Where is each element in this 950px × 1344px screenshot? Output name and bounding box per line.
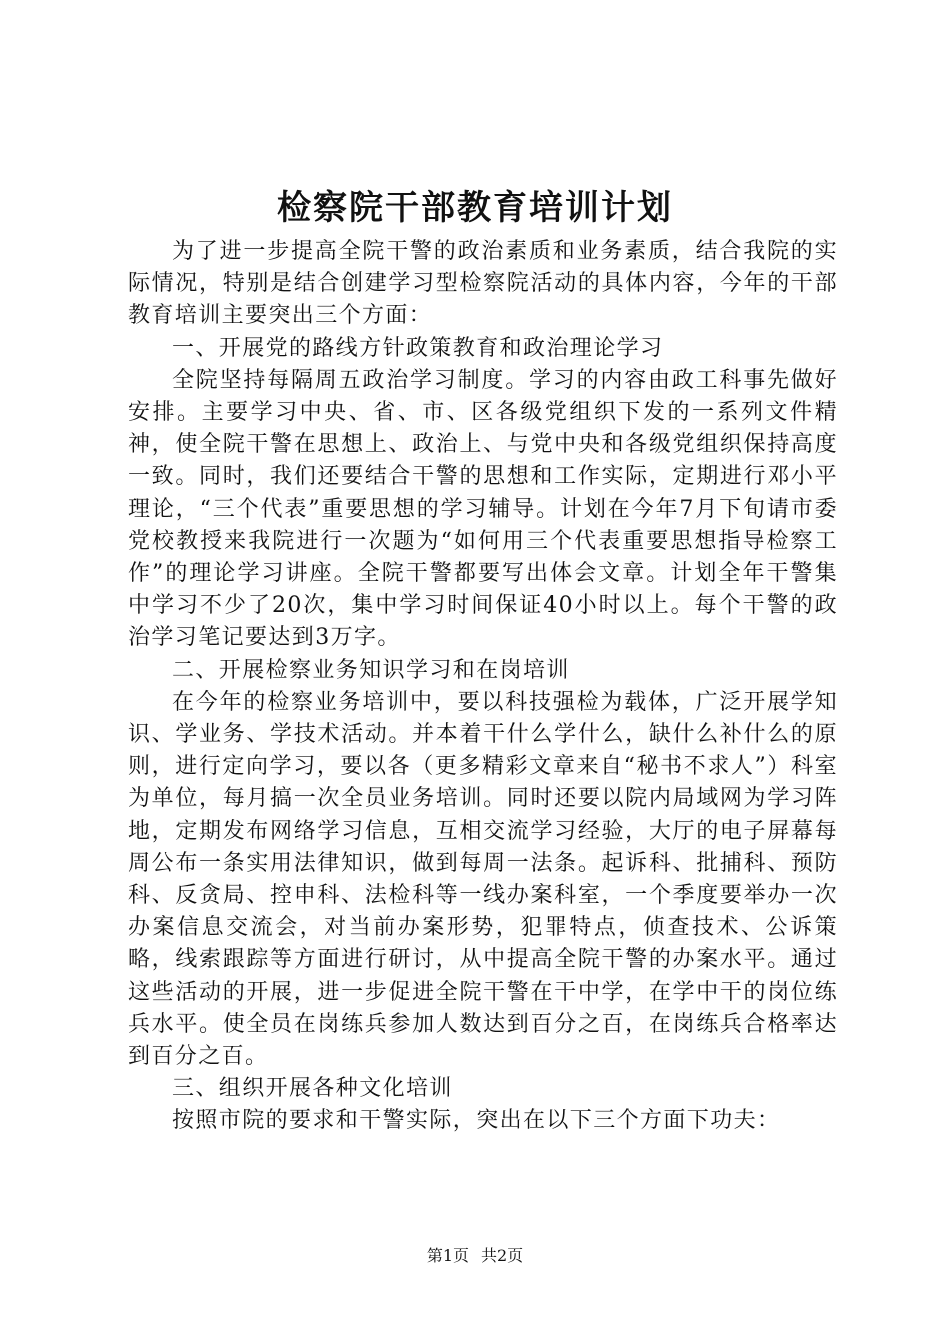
section-2-heading: 二、开展检察业务知识学习和在岗培训 — [172, 657, 570, 683]
section-3-body: 按照市院的要求和干警实际，突出在以下三个方面下功夫： — [172, 1108, 781, 1134]
section-3-heading: 三、组织开展各种文化培训 — [172, 1076, 453, 1102]
document-body — [128, 236, 838, 1138]
section-2-body: 在今年的检察业务培训中，要以科技强检为载体，广泛开展学知识、学业务、学技术活动。并本着干什么学什么，缺什么补什么的原则，进行定向学习，要以各（更多精彩文章来自“秘书不求人”）科室为单位，每月搞一次全员业务培训。同时还要以院内局域网为学习阵地，定期发布网络学习信息，互相交流学习经验，大厅的电子屏幕每周公布一条实用法律知识，做到每周一法条。起诉科、批捕科、预防科、反贪局、控申科、法检科等一线办案科室，一个季度要举办一次办案信息交流会，对当前办案形势，犯罪特点，侦查技术、公诉策略，线索跟踪等方面进行研讨，从中提高全院干警的办案水平。通过这些活动的开展，进一步促进全院干警在干中学，在学中干的岗位练兵水平。使全员在岗练兵参加人数达到百分之百，在岗练兵合格率达到百分之百。 — [128, 689, 838, 1070]
document-title: 检察院干部教育培训计划 — [277, 188, 673, 228]
section-1-heading: 一、开展党的路线方针政策教育和政治理论学习 — [172, 335, 664, 361]
page-number-total: 共2页 — [481, 1246, 524, 1265]
page-footer — [0, 1245, 950, 1267]
page-number-current: 第1页 — [426, 1246, 469, 1265]
section-1-body: 全院坚持每隔周五政治学习制度。学习的内容由政工科事先做好安排。主要学习中央、省、市、区各级党组织下发的一系列文件精神，使全院干警在思想上、政治上、与党中央和各级党组织保持高度一致。同时，我们还要结合干警的思想和工作实际，定期进行邓小平理论，“三个代表”重要思想的学习辅导。计划在今年7月下旬请市委党校教授来我院进行一次题为“如何用三个代表重要思想指导检察工作”的理论学习讲座。全院干警都要写出体会文章。计划全年干警集中学习不少了20次，集中学习时间保证40小时以上。每个干警的政治学习笔记要达到3万字。 — [128, 367, 838, 651]
intro-paragraph: 为了进一步提高全院干警的政治素质和业务素质，结合我院的实际情况，特别是结合创建学习型检察院活动的具体内容，今年的干部教育培训主要突出三个方面： — [128, 239, 838, 329]
